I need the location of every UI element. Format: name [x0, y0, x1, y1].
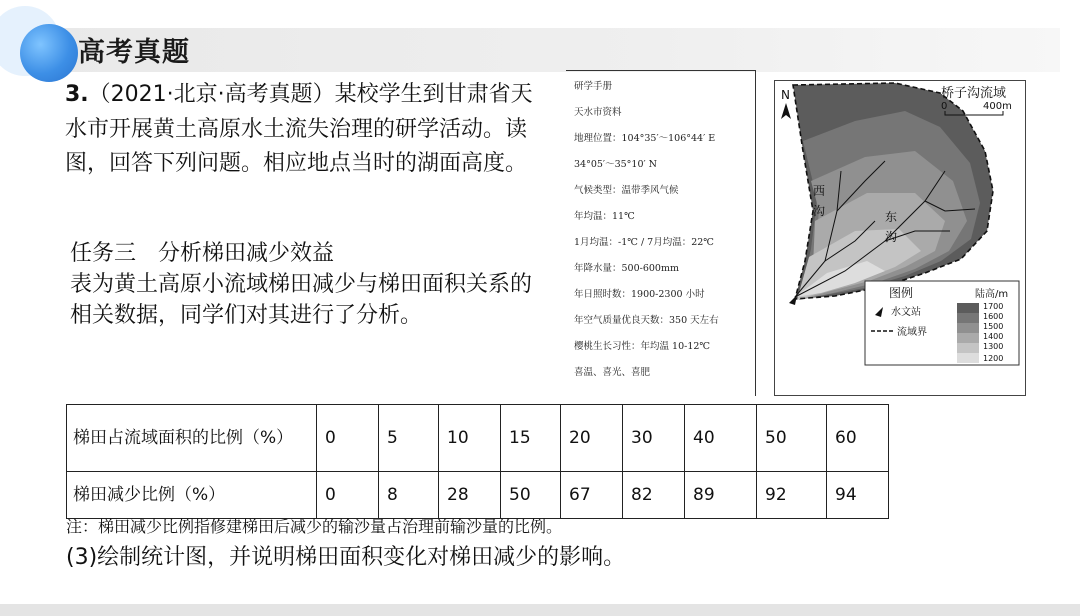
legend-elevation-label: 陆高/m: [975, 289, 1009, 300]
table-row-reduction: [67, 472, 889, 519]
notes-line: 年均温：11℃: [574, 211, 635, 222]
table-cell: 60: [827, 405, 889, 472]
legend-swatch-1700: [957, 303, 979, 313]
legend-swatch-1200: [957, 353, 979, 363]
table-cell: 0: [317, 405, 379, 472]
watershed-map-svg: [775, 81, 1027, 397]
table-cell: 40: [685, 405, 757, 472]
table-cell: 0: [317, 472, 379, 519]
table-cell: 82: [623, 472, 685, 519]
title-bar: [50, 28, 1060, 72]
legend-elev-1600: 1600: [983, 312, 1004, 321]
table-cell: 50: [501, 472, 561, 519]
north-arrow-icon: [781, 103, 791, 119]
table-cell: 67: [561, 472, 623, 519]
row-header-reduction: 梯田减少比例（%）: [67, 472, 317, 519]
decorative-circle: [20, 24, 78, 82]
notes-line: 樱桃生长习性：年均温 10-12℃: [574, 341, 711, 352]
study-notes: [566, 70, 756, 396]
question-body: （2021·北京·高考真题）某校学生到甘肃省天水市开展黄土高原水土流失治理的研学活动。读图，回答下列问题。相应地点当时的湖面高度。: [65, 82, 533, 176]
legend-swatch-1300: [957, 343, 979, 353]
notes-line: 气候类型：温带季风气候: [574, 185, 679, 196]
notes-line: 喜温、喜光、喜肥: [574, 367, 651, 378]
task-body: 表为黄土高原小流域梯田减少与梯田面积关系的相关数据，同学们对其进行了分析。: [70, 272, 533, 328]
east-valley-label-1: 东: [885, 210, 898, 224]
map-title: 桥子沟流域: [941, 86, 1007, 101]
table-cell: 50: [757, 405, 827, 472]
north-label: N: [781, 88, 790, 102]
table-footnote: 注：梯田减少比例指修建梯田后减少的输沙量占治理前输沙量的比例。: [66, 517, 563, 536]
data-table: [66, 404, 889, 519]
notes-line: 年降水量：500-600mm: [574, 263, 679, 274]
table-cell: 94: [827, 472, 889, 519]
table-row-area: [67, 405, 889, 472]
table-cell: 92: [757, 472, 827, 519]
legend-station-label: 水文站: [891, 307, 921, 318]
notes-line: 研学手册: [574, 81, 613, 92]
legend-elev-1500: 1500: [983, 322, 1004, 331]
west-valley-label-1: 西: [813, 184, 826, 198]
notes-line: 天水市资料: [574, 107, 622, 118]
scale-end: 400m: [983, 101, 1012, 112]
notes-line: 年日照时数：1900-2300 小时: [574, 289, 705, 300]
notes-line: 34°05′～35°10′ N: [574, 159, 657, 170]
table-cell: 30: [623, 405, 685, 472]
table-cell: 20: [561, 405, 623, 472]
table-cell: 8: [379, 472, 439, 519]
page-title: 高考真题: [78, 37, 190, 68]
legend-elev-1200: 1200: [983, 354, 1004, 363]
legend-boundary-label: 流域界: [897, 327, 927, 338]
hydrological-station-icon: [789, 295, 797, 305]
legend-elev-1400: 1400: [983, 332, 1004, 341]
scale-start: 0: [941, 101, 948, 112]
legend-swatch-1500: [957, 323, 979, 333]
task-section: [70, 238, 540, 331]
legend-swatch-1400: [957, 333, 979, 343]
table-cell: 15: [501, 405, 561, 472]
legend-title: 图例: [889, 286, 914, 300]
legend-swatch-1600: [957, 313, 979, 323]
notes-line: 1月均温：-1℃ / 7月均温：22℃: [574, 237, 714, 248]
table-cell: 89: [685, 472, 757, 519]
task-heading: 任务三 分析梯田减少效益: [70, 241, 335, 266]
notes-line: 年空气质量优良天数：350 天左右: [574, 315, 719, 326]
legend-elev-1300: 1300: [983, 342, 1004, 351]
table-cell: 10: [439, 405, 501, 472]
table-cell: 28: [439, 472, 501, 519]
row-header-area: 梯田占流域面积的比例（%）: [67, 405, 317, 472]
west-valley-label-2: 沟: [813, 204, 826, 218]
bottom-band: [0, 604, 1080, 616]
east-valley-label-2: 沟: [885, 230, 898, 244]
table-cell: 5: [379, 405, 439, 472]
question-text: [65, 78, 545, 182]
notes-line: 地理位置：104°35′～106°44′ E: [574, 133, 716, 144]
legend-elev-1700: 1700: [983, 302, 1004, 311]
question-number: 3.: [65, 82, 89, 107]
question-3: (3)绘制统计图，并说明梯田面积变化对梯田减少的影响。: [66, 545, 626, 570]
watershed-map: [774, 80, 1026, 396]
